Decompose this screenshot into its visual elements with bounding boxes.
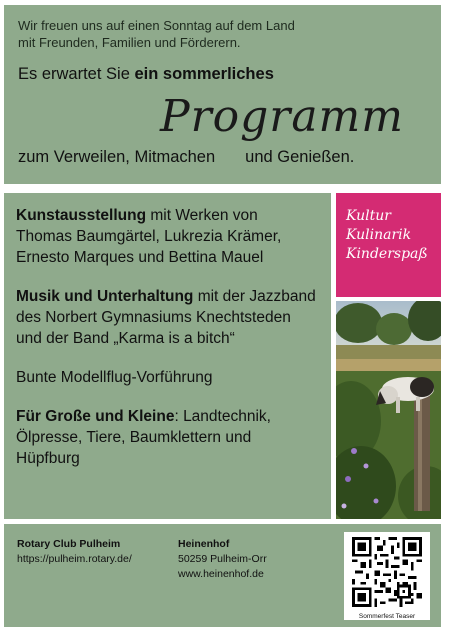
program-item-flight: [16, 367, 319, 388]
venue-name: Heinenhof: [178, 538, 230, 550]
music-title: Musik und Unterhaltung: [16, 288, 194, 305]
tail-left: zum Verweilen, Mitmachen: [18, 148, 216, 166]
venue-info: [178, 537, 267, 582]
venue-city: 50259 Pulheim-Orr: [178, 553, 267, 565]
tag-kids-fun: Kinderspaß: [346, 246, 428, 262]
tail-right: und Genießen.: [245, 148, 355, 166]
qr-code-graphic: [352, 537, 422, 607]
intro-line-2: mit Freunden, Familien und Förderern.: [18, 35, 241, 50]
intro-text: [18, 17, 427, 51]
tag-culture: Kultur: [346, 208, 391, 224]
tagline-box: [336, 193, 441, 297]
program-item-family: [16, 406, 319, 469]
venue-url[interactable]: www.heinenhof.de: [178, 568, 264, 580]
program-item-music: [16, 286, 319, 349]
family-title: Für Große und Kleine: [16, 408, 175, 425]
footer-panel: [4, 524, 441, 627]
qr-code[interactable]: [344, 532, 430, 620]
art-title: Kunstausstellung: [16, 207, 147, 224]
program-heading: Programm: [160, 91, 405, 142]
family-line-2: Ölpresse, Tiere, Baumklettern und Hüpfburg: [16, 429, 252, 467]
goat-photo-illustration: [336, 301, 441, 519]
tag-culinary: Kulinarik: [346, 227, 412, 243]
lead-bold: ein sommerliches: [134, 65, 274, 83]
flight-text: Bunte Modellflug-Vorführung: [16, 369, 213, 386]
music-line-3: und der Band „Karma is a bitch“: [16, 330, 235, 347]
art-line-2: Thomas Baumgärtel, Lukrezia Krämer,: [16, 228, 282, 245]
program-panel: [4, 193, 331, 519]
art-line-3: Ernesto Marques und Bettina Mauel: [16, 249, 264, 266]
club-info: [17, 537, 132, 567]
program-item-art: [16, 205, 319, 268]
club-name: Rotary Club Pulheim: [17, 538, 121, 550]
art-text: mit Werken von: [146, 207, 258, 224]
intro-panel: [4, 5, 441, 184]
lead-line: [18, 65, 427, 84]
music-line-2: des Norbert Gymnasiums Knechtsteden: [16, 309, 291, 326]
family-text: : Landtechnik,: [174, 408, 271, 425]
tail-line: [18, 148, 354, 167]
goat-photo: [336, 301, 441, 519]
lead-normal: Es erwartet Sie: [18, 65, 135, 83]
music-text: mit der Jazzband: [193, 288, 316, 305]
club-url[interactable]: https://pulheim.rotary.de/: [17, 553, 132, 565]
qr-caption: Sommerfest Teaser: [358, 613, 416, 620]
intro-line-1: Wir freuen uns auf einen Sonntag auf dem Land: [18, 18, 295, 33]
